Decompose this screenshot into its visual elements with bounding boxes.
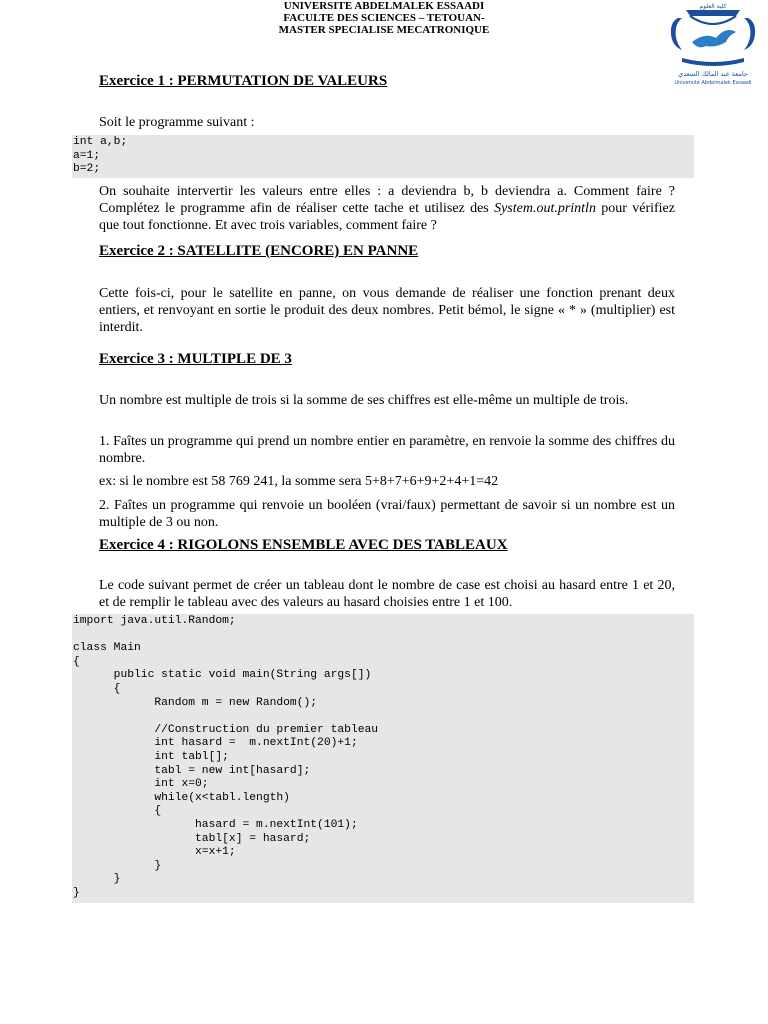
exercise-1-code: int a,b; a=1; b=2; — [72, 135, 694, 178]
exercise-3-item-2: 2. Faîtes un programme qui renvoie un booléen (vrai/faux) permettant de savoir si un nombre est un multiple de 3 ou non. — [99, 498, 675, 530]
exercise-3-example: ex: si le nombre est 58 769 241, la somme sera 5+8+7+6+9+2+4+1=42 — [99, 474, 499, 489]
university-logo — [660, 2, 766, 88]
exercise-1-title: Exercice 1 : PERMUTATION DE VALEURS — [99, 73, 388, 89]
header-faculty: FACULTE DES SCIENCES – TETOUAN- — [283, 12, 485, 24]
exercise-1-text-part2: pour vérifiez que tout fonctionne. Et avec trois variables, comment faire ? — [99, 201, 675, 233]
header-university: UNIVERSITE ABDELMALEK ESSAADI — [283, 0, 485, 12]
exercise-4-title: Exercice 4 : RIGOLONS ENSEMBLE AVEC DES TABLEAUX — [99, 537, 508, 553]
exercise-2-text: Cette fois-ci, pour le satellite en panne, on vous demande de réaliser une fonction prenant deux entiers, et renvoyant en sortie le produit des deux nombres. Petit bémol, le signe « * » (multiplier) est interdit. — [99, 286, 675, 335]
exercise-3-item-1: 1. Faîtes un programme qui prend un nombre entier en paramètre, en renvoie la somme des chiffres du nombre. — [99, 434, 675, 466]
logo-latin-text: Université Abdelmalek Essaadi — [674, 80, 752, 86]
exercise-3-text: Un nombre est multiple de trois si la somme de ses chiffres est elle-même un multiple de trois. — [99, 393, 629, 408]
logo-arabic-text: جامعة عبد المالك السعدي — [678, 70, 748, 78]
svg-text:كلية العلوم: كلية العلوم — [699, 3, 727, 10]
exercise-1-intro: Soit le programme suivant : — [99, 115, 255, 130]
exercise-4-code: import java.util.Random; class Main { public static void main(String args[]) { Random m = new Random(); //Construction du premier tableau int hasard = m.nextInt(20)+1; int tabl[]; tabl = new int[hasard]; int x=0; while(x<tabl.length) { hasard = m.nextInt(101); tabl[x] = hasard; x=x+1; } } } — [72, 614, 694, 903]
exercise-2-title: Exercice 2 : SATELLITE (ENCORE) EN PANNE — [99, 243, 419, 259]
exercise-1-text — [99, 183, 675, 234]
header-master: MASTER SPECIALISE MECATRONIQUE — [278, 24, 490, 36]
exercise-3-title: Exercice 3 : MULTIPLE DE 3 — [99, 351, 292, 367]
exercise-1-text-method: System.out.println — [494, 201, 596, 216]
exercise-1-text-part1: On souhaite intervertir les valeurs entre elles : a deviendra b, b deviendra a. Comment faire ? Complétez le programme afin de réaliser cette tache et utilisez des — [99, 184, 675, 216]
exercise-4-text: Le code suivant permet de créer un tableau dont le nombre de case est choisi au hasard entre 1 et 20, et de remplir le tableau avec des valeurs au hasard choisies entre 1 et 100. — [99, 578, 675, 610]
university-header — [200, 0, 568, 36]
